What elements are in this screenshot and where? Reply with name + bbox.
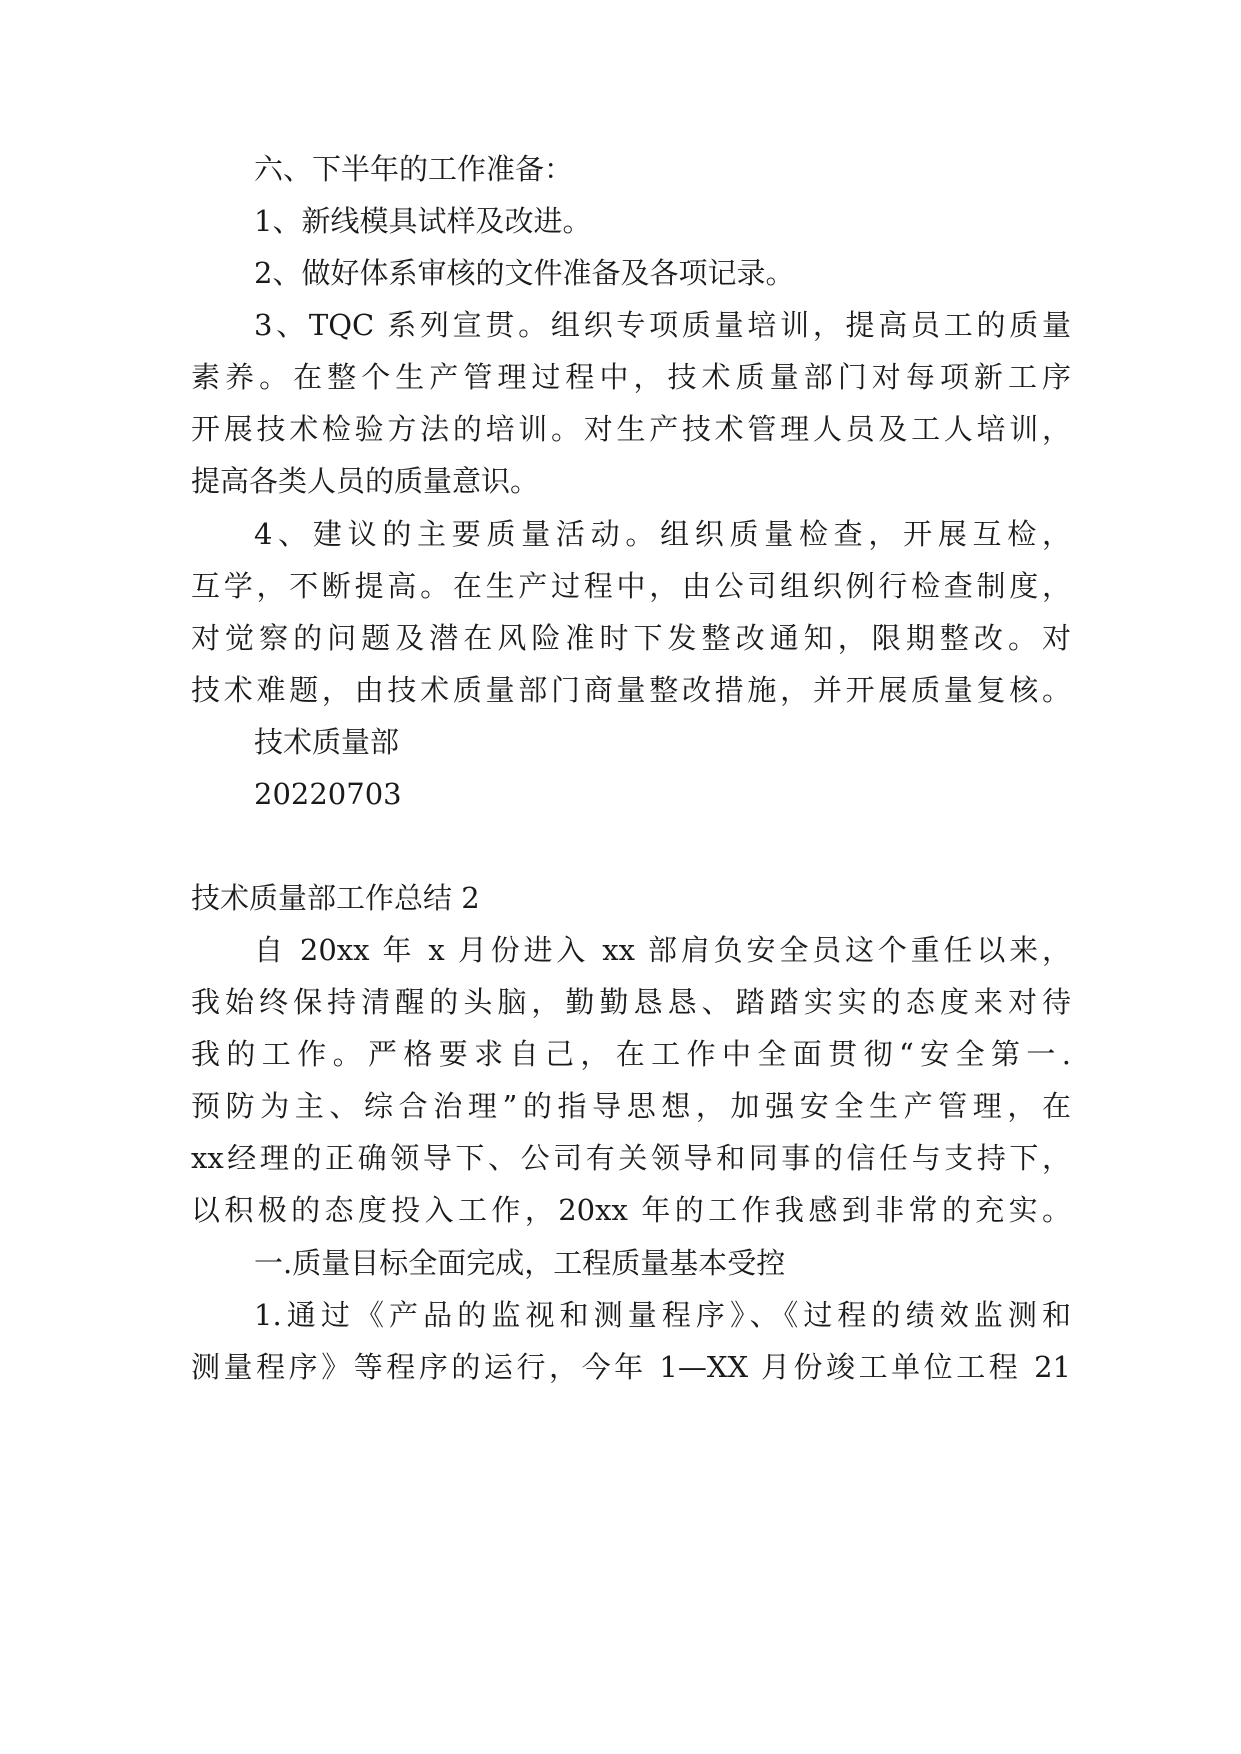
- intro-line-1: 自 20xx 年 x 月份进入 xx 部肩负安全员这个重任以来，: [254, 933, 1071, 967]
- list-item-1: 1、新线模具试样及改进。: [254, 204, 592, 238]
- signature-date: 20220703: [254, 777, 402, 811]
- section-heading: 六、下半年的工作准备：: [254, 152, 574, 186]
- intro-line-6: 以积极的态度投入工作，20xx 年的工作我感到非常的充实。: [191, 1193, 1071, 1227]
- point-1-line-1: 1.通过《产品的监视和测量程序》、《过程的绩效监测和: [254, 1298, 1071, 1332]
- intro-line-3: 我的工作。严格要求自己，在工作中全面贯彻“安全第一.: [191, 1037, 1071, 1071]
- signature-department: 技术质量部: [254, 725, 400, 759]
- intro-line-5: xx经理的正确领导下、公司有关领导和同事的信任与支持下，: [191, 1141, 1071, 1175]
- list-item-3-line-4: 提高各类人员的质量意识。: [191, 464, 540, 498]
- list-item-3-line-3: 开展技术检验方法的培训。对生产技术管理人员及工人培训，: [191, 412, 1071, 446]
- list-item-2: 2、做好体系审核的文件准备及各项记录。: [254, 256, 795, 290]
- list-item-3-line-2: 素养。在整个生产管理过程中，技术质量部门对每项新工序: [191, 360, 1071, 394]
- point-1-line-2: 测量程序》等程序的运行，今年 1—XX 月份竣工单位工程 21: [191, 1350, 1071, 1384]
- list-item-4-line-4: 技术难题，由技术质量部门商量整改措施，并开展质量复核。: [191, 673, 1071, 707]
- list-item-4-line-3: 对觉察的问题及潜在风险准时下发整改通知，限期整改。对: [191, 621, 1071, 655]
- intro-line-4: 预防为主、综合治理”的指导思想，加强安全生产管理，在: [191, 1089, 1071, 1123]
- section-title: 技术质量部工作总结 2: [191, 881, 480, 915]
- list-item-3-line-1: 3、TQC 系列宣贯。组织专项质量培训，提高员工的质量: [254, 308, 1071, 342]
- list-item-4-line-1: 4、建议的主要质量活动。组织质量检查，开展互检，: [254, 517, 1071, 551]
- list-item-4-line-2: 互学，不断提高。在生产过程中，由公司组织例行检查制度，: [191, 569, 1071, 603]
- subheading: 一.质量目标全面完成，工程质量基本受控: [254, 1246, 786, 1280]
- intro-line-2: 我始终保持清醒的头脑，勤勤恳恳、踏踏实实的态度来对待: [191, 985, 1071, 1019]
